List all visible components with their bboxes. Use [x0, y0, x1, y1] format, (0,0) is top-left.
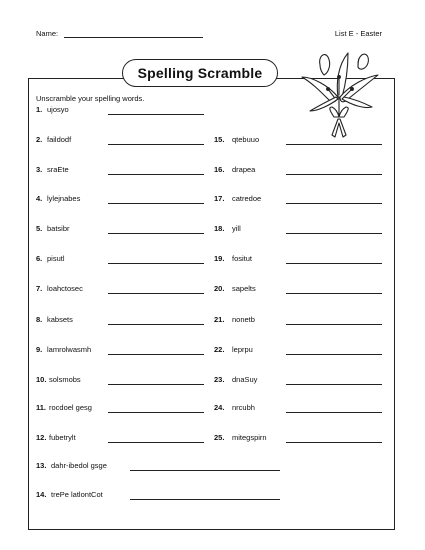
- item-number: 23.: [214, 375, 225, 384]
- scrambled-word: lamrolwasmh: [47, 345, 92, 354]
- word-item: [36, 433, 204, 445]
- item-number: 9.: [36, 345, 43, 354]
- scrambled-word: batsibr: [47, 224, 70, 233]
- scrambled-word: catredoe: [232, 194, 262, 203]
- word-item: [36, 403, 204, 415]
- answer-line[interactable]: [108, 233, 204, 234]
- scrambled-word: faildodf: [47, 135, 72, 144]
- word-item: [214, 345, 382, 357]
- item-number: 6.: [36, 254, 43, 263]
- word-item: [36, 135, 204, 147]
- scrambled-word: lylejnabes: [47, 194, 81, 203]
- item-number: 7.: [36, 284, 43, 293]
- word-item: [36, 315, 204, 327]
- word-item: [214, 224, 382, 236]
- scrambled-word: ujosyo: [47, 105, 69, 114]
- scrambled-word: rocdoel gesg: [49, 403, 92, 412]
- scrambled-word: trePe latlontCot: [51, 490, 103, 499]
- scrambled-word: dahr-ibedol gsge: [51, 461, 107, 470]
- word-item: [214, 135, 382, 147]
- answer-line[interactable]: [108, 412, 204, 413]
- scrambled-word: sraEte: [47, 165, 69, 174]
- item-number: 4.: [36, 194, 43, 203]
- word-item: [36, 224, 204, 236]
- item-number: 2.: [36, 135, 43, 144]
- answer-line[interactable]: [108, 263, 204, 264]
- answer-line[interactable]: [286, 233, 382, 234]
- word-item: [36, 194, 204, 206]
- answer-line[interactable]: [108, 354, 204, 355]
- item-number: 22.: [214, 345, 225, 354]
- scrambled-word: kabsets: [47, 315, 73, 324]
- answer-line[interactable]: [108, 293, 204, 294]
- scrambled-word: solsmobs: [49, 375, 81, 384]
- answer-line[interactable]: [286, 442, 382, 443]
- word-item: [36, 284, 204, 296]
- scrambled-word: fositut: [232, 254, 253, 263]
- answer-line[interactable]: [108, 203, 204, 204]
- item-number: 11.: [36, 403, 47, 412]
- scrambled-word: nrcubh: [232, 403, 255, 412]
- scrambled-word: qtebuuo: [232, 135, 260, 144]
- scrambled-word: mitegspirn: [232, 433, 267, 442]
- answer-line[interactable]: [286, 174, 382, 175]
- item-number: 19.: [214, 254, 225, 263]
- answer-line[interactable]: [108, 442, 204, 443]
- answer-line[interactable]: [108, 144, 204, 145]
- word-item: [36, 165, 204, 177]
- answer-line[interactable]: [286, 384, 382, 385]
- word-item: [214, 165, 382, 177]
- item-number: 25.: [214, 433, 225, 442]
- worksheet-title-text: Spelling Scramble: [137, 65, 263, 81]
- answer-line[interactable]: [286, 203, 382, 204]
- scrambled-word: fubetrylt: [49, 433, 76, 442]
- item-number: 15.: [214, 135, 225, 144]
- word-item: [214, 433, 382, 445]
- item-number: 16.: [214, 165, 225, 174]
- word-item: [36, 254, 204, 266]
- scrambled-word: leprpu: [232, 345, 253, 354]
- scrambled-word: dnaSuy: [232, 375, 258, 384]
- answer-line[interactable]: [108, 384, 204, 385]
- word-item: [214, 375, 382, 387]
- item-number: 24.: [214, 403, 225, 412]
- word-item: [214, 315, 382, 327]
- name-answer-line[interactable]: [64, 37, 203, 38]
- name-label: Name:: [36, 29, 59, 38]
- item-number: 20.: [214, 284, 225, 293]
- easter-lily-icon: [298, 47, 384, 147]
- scrambled-word: pisutl: [47, 254, 65, 263]
- item-number: 21.: [214, 315, 225, 324]
- item-number: 14.: [36, 490, 47, 499]
- scrambled-word: loahctosec: [47, 284, 83, 293]
- scrambled-word: drapea: [232, 165, 256, 174]
- answer-line[interactable]: [108, 114, 204, 115]
- worksheet-title: [122, 59, 278, 87]
- answer-line[interactable]: [130, 470, 280, 471]
- answer-line[interactable]: [286, 144, 382, 145]
- scrambled-word: sapelts: [232, 284, 256, 293]
- item-number: 5.: [36, 224, 43, 233]
- item-number: 13.: [36, 461, 47, 470]
- list-label: List E - Easter: [334, 29, 382, 38]
- word-item: [36, 105, 204, 117]
- item-number: 10.: [36, 375, 47, 384]
- answer-line[interactable]: [286, 324, 382, 325]
- word-item: [214, 254, 382, 266]
- word-item: [36, 375, 204, 387]
- word-item: [36, 345, 204, 357]
- item-number: 18.: [214, 224, 225, 233]
- item-number: 1.: [36, 105, 43, 114]
- answer-line[interactable]: [108, 174, 204, 175]
- scrambled-word: nonetb: [232, 315, 255, 324]
- answer-line[interactable]: [130, 499, 280, 500]
- word-item: [36, 461, 280, 473]
- instructions: Unscramble your spelling words.: [36, 94, 145, 103]
- item-number: 17.: [214, 194, 225, 203]
- answer-line[interactable]: [286, 263, 382, 264]
- word-item: [214, 194, 382, 206]
- answer-line[interactable]: [286, 412, 382, 413]
- answer-line[interactable]: [108, 324, 204, 325]
- scrambled-word: yill: [232, 224, 241, 233]
- item-number: 3.: [36, 165, 43, 174]
- item-number: 12.: [36, 433, 47, 442]
- item-number: 8.: [36, 315, 43, 324]
- word-item: [36, 490, 280, 502]
- answer-line[interactable]: [286, 293, 382, 294]
- answer-line[interactable]: [286, 354, 382, 355]
- word-item: [214, 403, 382, 415]
- word-item: [214, 284, 382, 296]
